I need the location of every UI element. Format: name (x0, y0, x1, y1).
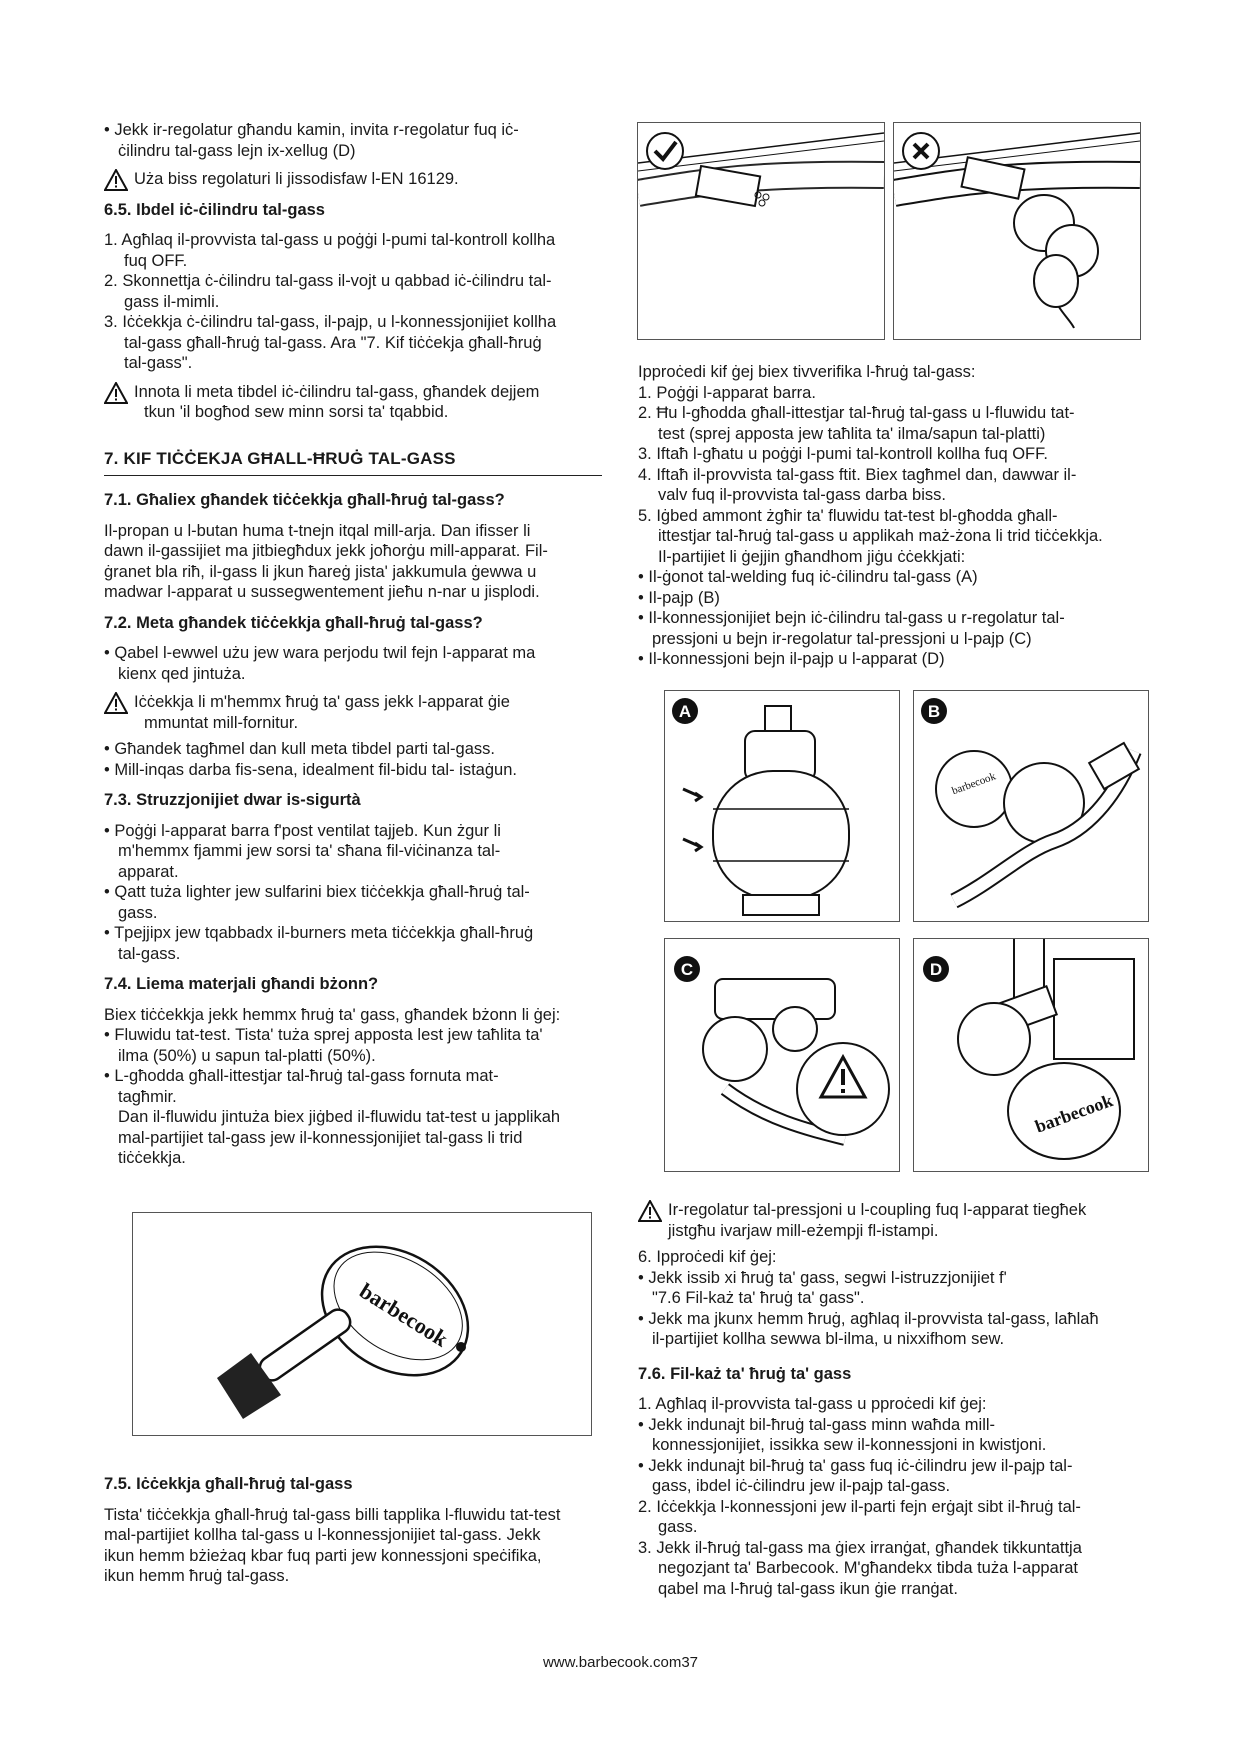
list-item: • Jekk indunajt bil-ħruġ ta' gass fuq iċ-ċilindru jew il-pajp tal- gass, ibdel iċ-ċilindru jew il-pajp tal-gass. (638, 1456, 1073, 1495)
check-item: • Il-konnessjoni bejn il-pajp u l-apparat (D) (638, 650, 945, 668)
list-item: • Poġġi l-apparat barra f'post ventilat tajjeb. Kun żgur li m'hemmx fjammi jew sorsi ta' sħana fil-viċinanza tal- apparat. (104, 821, 501, 881)
check-item: • Il-pajp (B) (638, 588, 720, 607)
list-item: • Qabel l-ewwel użu jew wara perjodu twil fejn l-apparat ma kienx qed jintuża. (104, 644, 536, 683)
list-item: 3. Iftaħ l-għatu u poġġi l-pumi tal-kontroll kollha fuq OFF. (638, 445, 1048, 463)
list-item: • Fluwidu tat-test. Tista' tuża sprej apposta lest jew taħlita ta' ilma (50%) u sapun tal-platti (50%). (104, 1026, 543, 1065)
svg-text:D: D (929, 960, 943, 979)
brand-label: barbecook (355, 1277, 453, 1352)
paragraph-7-1: Il-propan u l-butan huma t-tnejn itqal mill-arja. Dan ifisser li dawn il-gassijiet ma jitbiegħdux jekk joħorġu mill-apparat. Fil- ġranet bla riħ, il-gass li jkun ħareġ jista' jakkumula ġewwa u madwar l-apparat u sussegwentement jieħu n-nar u jisplodi. (104, 521, 548, 601)
paragraph-7-4: Biex tiċċekkja jekk hemmx ħruġ ta' gass, għandek bżonn li ġej: (104, 1005, 561, 1024)
list-item: • Mill-inqas darba fis-sena, idealment fil-bidu tal- istaġun. (104, 760, 517, 779)
list-item: 4. Iftaħ il-provvista tal-gass ftit. Biex tagħmel dan, dawwar il- valv fuq il-provvista tal-gass darba biss. (638, 465, 1077, 504)
list-item: • Jekk issib xi ħruġ ta' gass, segwi l-istruzzjonijiet f' "7.6 Fil-każ ta' ħruġ ta' gass". (638, 1268, 1007, 1307)
warning-icon (104, 169, 128, 191)
warning-icon (638, 1200, 662, 1222)
heading-6-5: 6.5. Ibdel iċ-ċilindru tal-gass (104, 200, 325, 219)
warning-assembled: Iċċekkja li m'hemmx ħruġ ta' gass jekk l-apparat ġie mmuntat mill-fornitur. (104, 692, 602, 733)
heading-7: 7. KIF TIĊĊEKJA GĦALL-ĦRUĠ TAL-GASS (104, 449, 602, 477)
warning-regulator: Uża biss regolaturi li jissodisfaw l-EN 16129. (104, 169, 602, 190)
figure-d-appliance (913, 938, 1149, 1172)
heading-7-5: 7.5. Iċċekkja għall-ħruġ tal-gass (104, 1475, 353, 1493)
figure-a-cylinder (664, 690, 900, 922)
warning-icon (104, 382, 128, 404)
list-item: 2. Skonnettja ċ-ċilindru tal-gass il-vojt u qabbad iċ-ċilindru tal- gass il-mimli. (104, 272, 552, 311)
figure-c-regulator (664, 938, 900, 1172)
page-footer: www.barbecook.com37 (542, 1654, 699, 1671)
list-item: 5. Iġbed ammont żgħir ta' fluwidu tat-test bl-għodda għall- ittestjar tal-ħruġ tal-gass u applikah maż-żona li trid tiċċekkja. Il-partijiet li ġejjin għandhom jiġu ċċekkjati: (638, 506, 1103, 566)
right-column (638, 362, 1138, 670)
svg-text:C: C (680, 960, 694, 979)
paragraph-7-5: Tista' tiċċekkja għall-ħruġ tal-gass billi tapplika l-fluwidu tat-test mal-partijiet kollha tal-gass u l-konnessjonijiet tal-gass. Jekk ikun hemm bżieżaq kbar fuq parti jew konnessjoni speċifika, ikun hemm ħruġ tal-gass. (104, 1505, 561, 1585)
warning-icon (104, 692, 128, 714)
list-item: 1. Poġġi l-apparat barra. (638, 383, 816, 402)
check-item: • Il-ġonot tal-welding fuq iċ-ċilindru tal-gass (A) (638, 568, 978, 586)
list-item: 3. Iċċekkja ċ-ċilindru tal-gass, il-pajp, u l-konnessjonijiet kollha tal-gass għall-ħruġ tal-gass. Ara "7. Kif tiċċekja għall-ħruġ tal-gass". (104, 313, 557, 372)
check-item: • Il-konnessjonijiet bejn iċ-ċilindru tal-gass u r-regolatur tal- pressjoni u bejn ir-regolatur tal-pressjoni u l-pajp (C) (638, 609, 1065, 648)
svg-text:barbecook: barbecook (950, 770, 998, 798)
list-item: • Jekk ma jkunx hemm ħruġ, agħlaq il-provvista tal-gass, laħlaħ il-partijiet kollha sewwa bl-ilma, u nixxifhom sew. (638, 1309, 1099, 1348)
list-item: • L-għodda għall-ittestjar tal-ħruġ tal-gass fornuta mat- tagħmir. (104, 1067, 499, 1106)
heading-7-6: 7.6. Fil-każ ta' ħruġ ta' gass (638, 1364, 852, 1383)
list-item: 3. Jekk il-ħruġ tal-gass ma ġiex irranġat, għandek tikkuntattja negozjant ta' Barbecook. M'għandekx tibda tuża l-apparat qabel ma l-ħruġ tal-gass ikun ġie rranġat. (638, 1538, 1082, 1598)
heading-7-3: 7.3. Struzzjonijiet dwar is-sigurtà (104, 791, 361, 809)
paragraph-7-4-fluid: Dan il-fluwidu jintuża biex jiġbed il-fluwidu tat-test u japplikah mal-partijiet tal-gass jew il-konnessjonijiet tal-gass li trid tiċċekkja. (118, 1108, 561, 1167)
heading-7-1: 7.1. Għaliex għandek tiċċekkja għall-ħruġ tal-gass? (104, 491, 505, 509)
heading-7-2: 7.2. Meta għandek tiċċekkja għall-ħruġ tal-gass? (104, 613, 483, 632)
list-item: 1. Agħlaq il-provvista tal-gass u poġġi l-pumi tal-kontroll kollha fuq OFF. (104, 231, 556, 270)
intro-bullet: • Jekk ir-regolatur għandu kamin, invita r-regolatur fuq iċ- ċilindru tal-gass lejn ix-xellug (D) (104, 121, 519, 160)
list-item: • Tpejjipx jew tqabbadx il-burners meta tiċċekkja għall-ħruġ tal-gass. (104, 924, 534, 963)
warning-regulator-variation: Ir-regolatur tal-pressjoni u l-coupling fuq l-apparat tiegħek jistgħu ivarjaw mill-eżempji fl-istampi. (638, 1200, 1138, 1241)
list-item: • Qatt tuża lighter jew sulfarini biex tiċċekkja għall-ħruġ tal- gass. (104, 883, 530, 922)
test-brush-illustration (132, 1212, 592, 1436)
svg-text:B: B (927, 702, 941, 721)
hose-correct-illustration (637, 122, 885, 340)
verify-intro: Ipproċedi kif ġej biex tivverifika l-ħruġ tal-gass: (638, 363, 976, 381)
list-item: • Jekk indunajt bil-ħruġ tal-gass minn waħda mill- konnessjonijiet, issikka sew il-konnessjoni in kwistjoni. (638, 1415, 1047, 1454)
list-item: • Għandek tagħmel dan kull meta tibdel parti tal-gass. (104, 740, 495, 758)
right-column-lower (638, 1200, 1138, 1599)
warning-ignition: Innota li meta tibdel iċ-ċilindru tal-gass, għandek dejjem tkun 'il bogħod sew minn sorsi ta' tqabbid. (104, 382, 602, 423)
list-item: 2. Iċċekkja l-konnessjoni jew il-parti fejn erġajt sibt il-ħruġ tal- gass. (638, 1497, 1081, 1536)
step-6: 6. Ipproċedi kif ġej: (638, 1248, 777, 1266)
svg-text:A: A (678, 702, 692, 721)
figure-b-hose (913, 690, 1149, 922)
svg-text:barbecook: barbecook (1032, 1090, 1116, 1137)
hose-leak-illustration (893, 122, 1141, 340)
list-item: 1. Agħlaq il-provvista tal-gass u pproċedi kif ġej: (638, 1395, 987, 1413)
list-item: 2. Ħu l-għodda għall-ittestjar tal-ħruġ tal-gass u l-fluwidu tat- test (sprej apposta jew taħlita ta' ilma/sapun tal-platti) (638, 404, 1075, 443)
left-column (104, 120, 602, 1169)
section-7-5 (104, 1474, 602, 1587)
heading-7-4: 7.4. Liema materjali għandi bżonn? (104, 975, 379, 993)
